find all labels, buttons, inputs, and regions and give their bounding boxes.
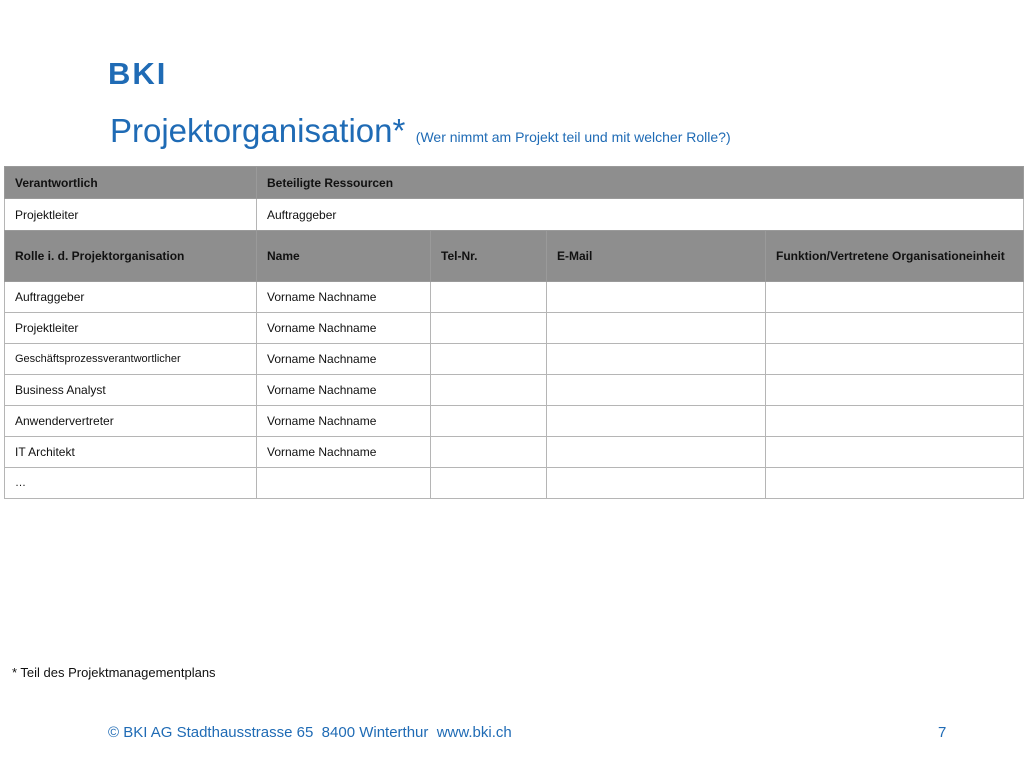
function-cell <box>766 468 1024 499</box>
table-row <box>5 437 1024 468</box>
function-cell <box>766 437 1024 468</box>
function-cell <box>766 344 1024 375</box>
table-row <box>5 344 1024 375</box>
header-cell: Name <box>257 231 431 282</box>
title-row <box>110 112 731 150</box>
role-cell: IT Architekt <box>5 437 257 468</box>
phone-cell <box>431 406 547 437</box>
footer-text: © BKI AG Stadthausstrasse 65 8400 Winterthur www.bki.ch <box>108 724 512 741</box>
phone-cell <box>431 313 547 344</box>
table-header-row <box>5 231 1024 282</box>
table-cell: Auftraggeber <box>257 199 1024 231</box>
function-cell <box>766 313 1024 344</box>
responsibility-table <box>4 166 1024 231</box>
phone-cell <box>431 344 547 375</box>
project-roles-table <box>4 230 1024 499</box>
table-row <box>5 406 1024 437</box>
phone-cell <box>431 282 547 313</box>
name-cell: Vorname Nachname <box>257 437 431 468</box>
footnote: * Teil des Projektmanagementplans <box>12 665 216 680</box>
table-header-row <box>5 167 1024 199</box>
name-cell: Vorname Nachname <box>257 375 431 406</box>
table-row <box>5 282 1024 313</box>
function-cell <box>766 406 1024 437</box>
phone-cell <box>431 375 547 406</box>
table-row <box>5 468 1024 499</box>
function-cell <box>766 375 1024 406</box>
email-cell <box>547 437 766 468</box>
header-cell: Verantwortlich <box>5 167 257 199</box>
table-row <box>5 375 1024 406</box>
function-cell <box>766 282 1024 313</box>
page-number: 7 <box>938 724 947 741</box>
email-cell <box>547 375 766 406</box>
email-cell <box>547 468 766 499</box>
name-cell: Vorname Nachname <box>257 344 431 375</box>
name-cell: Vorname Nachname <box>257 282 431 313</box>
phone-cell <box>431 468 547 499</box>
name-cell <box>257 468 431 499</box>
role-cell: Projektleiter <box>5 313 257 344</box>
header-cell: Funktion/Vertretene Organisationeinheit <box>766 231 1024 282</box>
header-cell: Rolle i. d. Projektorganisation <box>5 231 257 282</box>
name-cell: Vorname Nachname <box>257 313 431 344</box>
header-cell: Beteiligte Ressourcen <box>257 167 1024 199</box>
phone-cell <box>431 437 547 468</box>
role-cell: Anwendervertreter <box>5 406 257 437</box>
email-cell <box>547 313 766 344</box>
role-cell: … <box>5 468 257 499</box>
table-row <box>5 199 1024 231</box>
page-subtitle: (Wer nimmt am Projekt teil und mit welcher Rolle?) <box>415 129 731 145</box>
header-cell: E-Mail <box>547 231 766 282</box>
table-row <box>5 313 1024 344</box>
table-cell: Projektleiter <box>5 199 257 231</box>
email-cell <box>547 344 766 375</box>
role-cell: Business Analyst <box>5 375 257 406</box>
email-cell <box>547 282 766 313</box>
email-cell <box>547 406 766 437</box>
page-title: Projektorganisation* <box>110 112 406 149</box>
name-cell: Vorname Nachname <box>257 406 431 437</box>
bki-logo: BKI <box>108 56 168 91</box>
role-cell: Auftraggeber <box>5 282 257 313</box>
header-cell: Tel-Nr. <box>431 231 547 282</box>
role-cell: Geschäftsprozessverantwortlicher <box>5 344 257 375</box>
